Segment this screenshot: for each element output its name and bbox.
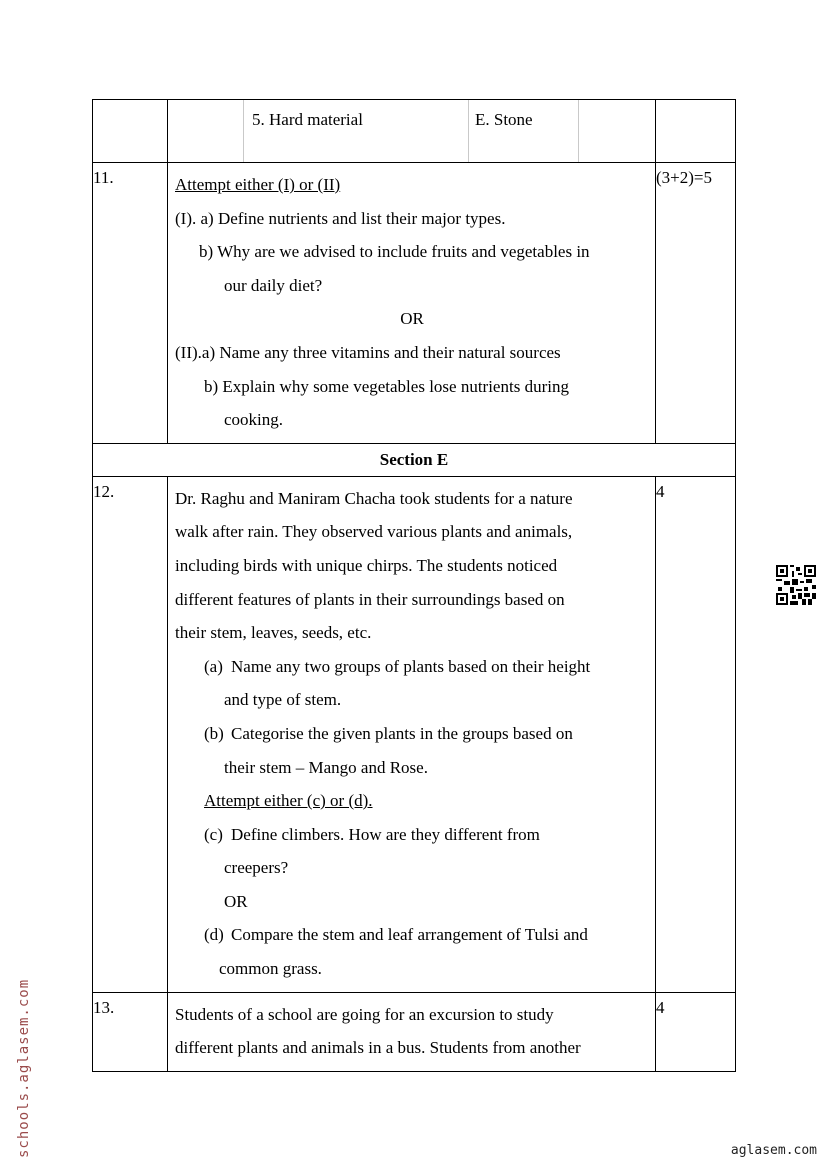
sub-question-b: (b) Categorise the given plants in the groups based on <box>204 723 573 743</box>
footer-watermark: aglasem.com <box>730 1143 817 1158</box>
match-inner-table <box>168 100 655 162</box>
section-heading: Section E <box>93 443 736 476</box>
or-divider: OR <box>400 309 424 329</box>
question-table <box>92 99 736 1072</box>
question-13-text: Students of a school are going for an excursion to study different plants and animals in a bus. Students from another <box>168 992 656 1071</box>
question-12-row <box>93 476 736 992</box>
question-11-text: Attempt either (I) or (II) (I). a) Define nutrients and list their major types. b) Why are we advised to include fruits and vegetables in our daily diet? OR (II).a) Name any three vitamins and their natural sources b) Explain why some vegetables lose nutrients during cooking. <box>168 163 656 444</box>
question-marks: 4 <box>656 476 736 992</box>
question-marks: 4 <box>656 992 736 1071</box>
question-number: 11. <box>93 163 168 444</box>
sub-question-d: (d) Compare the stem and leaf arrangement of Tulsi and <box>204 925 588 945</box>
sub-question-c: (c) Define climbers. How are they different from <box>204 824 540 844</box>
side-watermark: schools.aglasem.com <box>16 978 32 1158</box>
instruction: Attempt either (I) or (II) <box>175 175 341 194</box>
question-number: 12. <box>93 476 168 992</box>
match-answer: E. Stone <box>475 110 533 129</box>
question-number: 13. <box>93 992 168 1071</box>
sub-question-a: (a) Name any two groups of plants based on their height <box>204 656 591 676</box>
qr-code-icon[interactable] <box>776 565 816 605</box>
question-marks: (3+2)=5 <box>656 163 736 444</box>
match-item: 5. Hard material <box>252 110 363 129</box>
question-13-row <box>93 992 736 1071</box>
instruction: Attempt either (c) or (d). <box>204 791 373 811</box>
question-12-text: Dr. Raghu and Maniram Chacha took students for a nature walk after rain. They observed various plants and animals, including birds with unique chirps. The students noticed different features of plants in their surroundings based on their stem, leaves, seeds, etc. (a) Name any two groups of plants based on their height and type of stem. (b) Categorise the given plants in the groups based on their stem – Mango and Rose. Attempt either (c) or (d). (c) Define climbers. How are they different from creepers? OR (d) Compare the stem and leaf arrangement of Tulsi and common grass. <box>168 476 656 992</box>
section-e-row <box>93 443 736 476</box>
or-divider: OR <box>224 891 248 911</box>
question-11-row <box>93 163 736 444</box>
match-row <box>93 100 736 163</box>
